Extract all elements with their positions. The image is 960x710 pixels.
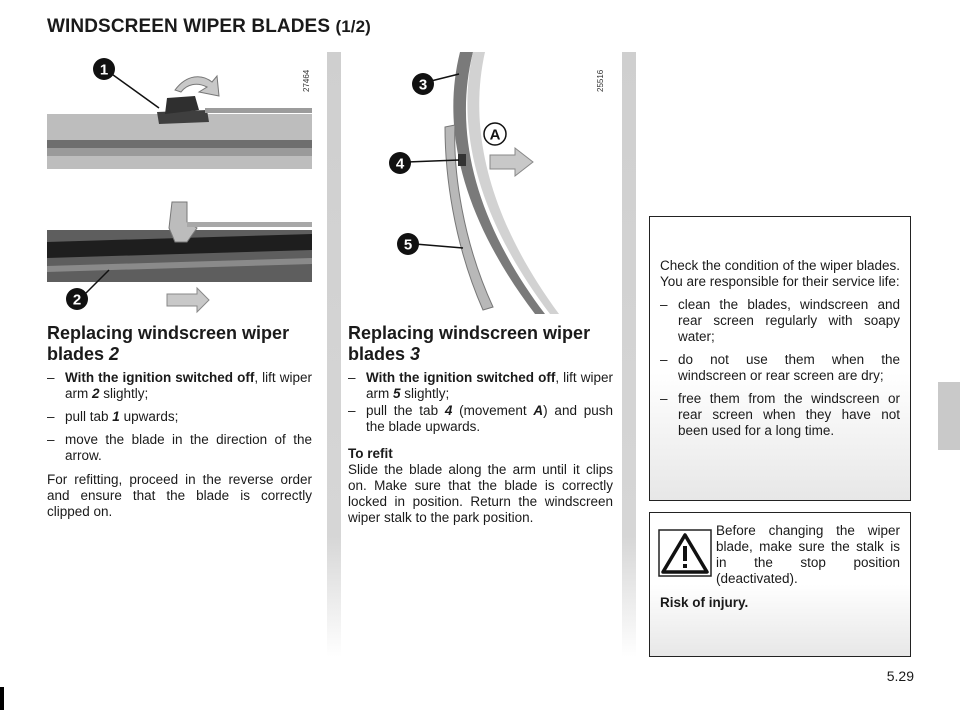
instructions-right: [348, 370, 613, 534]
page-title-text: WINDSCREEN WIPER BLADES: [47, 16, 331, 37]
blade-rubber-top: [47, 148, 312, 156]
blade-clip-top: [157, 110, 209, 124]
section-heading-left-ref: 2: [109, 344, 120, 364]
steps-list-right: [348, 370, 613, 435]
step-right-2-tail: ) and push the blade upwards.: [366, 403, 613, 434]
section-heading-right-text: Replacing windscreen wiper blades: [348, 323, 591, 364]
info-box-intro: Check the condition of the wiper blades. You are responsible for their service life:: [660, 258, 900, 289]
page-title-suffix: (1/2): [335, 17, 371, 36]
step-left-3-text: move the blade in the direction of the arrow.: [65, 432, 312, 463]
column-divider-right: [622, 52, 636, 657]
step-left-2-tail: upwards;: [119, 409, 179, 424]
info-box-item-2: – do not use them when the windscreen or rear screen are dry;: [660, 352, 900, 384]
callout-line-5: [415, 244, 463, 248]
step-left-1-tail: slightly;: [99, 386, 149, 401]
step-left-1: [47, 370, 312, 402]
figure-ref-code-right: 25516: [596, 69, 605, 92]
warning-triangle-icon: [658, 529, 712, 577]
callout-label-4: 4: [395, 155, 405, 173]
blade-frame-top: [47, 140, 312, 148]
step-right-1: [348, 370, 613, 402]
risk-text: Risk of injury.: [660, 595, 749, 610]
callout-line-1: [109, 72, 159, 108]
step-right-2-middle: (movement: [452, 403, 534, 418]
figure-wiper-blade-2: [47, 52, 312, 314]
step-right-2-ref2: A: [533, 403, 544, 418]
step-right-2: [348, 403, 613, 435]
info-box-item-3: – free them from the windscreen or rear screen when they have not been used for a long time.: [660, 391, 900, 439]
slide-arrow-icon: [167, 288, 209, 312]
section-heading-right: [348, 323, 616, 365]
callout-label-2: 2: [72, 291, 82, 309]
warning-text: Before changing the wiper blade, make sure the stalk is in the stop position (deactivated).: [716, 523, 900, 586]
callout-label-5: 5: [403, 236, 413, 254]
wiper-arm-top: [205, 108, 312, 113]
step-left-2-ref: 1: [112, 409, 120, 424]
tab-4-shape: [458, 154, 466, 166]
figure-wiper-blade-3: [345, 52, 610, 314]
step-right-1-ref: 5: [393, 386, 401, 401]
column-divider-left: [327, 52, 341, 657]
figure-ref-code-left: 27464: [302, 69, 311, 92]
section-tab-marker: [938, 382, 960, 450]
section-heading-right-ref: 3: [410, 344, 421, 364]
callout-label-3: 3: [418, 76, 428, 94]
step-right-2-text: pull the tab: [366, 403, 445, 418]
step-left-1-ref: 2: [92, 386, 100, 401]
step-left-2: [47, 409, 312, 425]
lift-arrow-icon: [175, 76, 219, 96]
figure-wiper-blade-3-drawing: [345, 52, 610, 314]
callout-label-1: 1: [99, 61, 109, 79]
warning-box: [649, 512, 911, 657]
info-box-item-1: – clean the blades, windscreen and rear screen regularly with soapy water;: [660, 297, 900, 345]
steps-list-left: [47, 370, 312, 464]
info-box-blade-care: [649, 216, 911, 501]
refit-heading-right: To refit: [348, 446, 393, 461]
section-heading-left-text: Replacing windscreen wiper blades: [47, 323, 290, 364]
step-left-3: [47, 432, 312, 464]
step-right-1-tail: slightly;: [400, 386, 450, 401]
step-left-2-text: pull tab: [65, 409, 113, 424]
step-right-1-text: , lift wiper arm: [366, 370, 613, 401]
page-number: 5.29: [886, 668, 914, 684]
page-title: [47, 16, 371, 38]
wiper-arm-bottom: [187, 222, 312, 227]
step-left-1-text: , lift wiper arm: [65, 370, 312, 401]
step-right-2-ref: 4: [444, 403, 453, 418]
info-box-list: [660, 297, 900, 439]
figure-wiper-blade-2-drawing: [47, 52, 312, 314]
step-left-1-em: With the ignition switched off: [65, 370, 255, 385]
movement-a-arrow-icon: [490, 148, 533, 176]
instructions-left: [47, 370, 312, 528]
refit-paragraph-right: Slide the blade along the arm until it clips on. Make sure that the blade is correctly locked in position. Return the windscreen wiper stalk to the park position.: [348, 462, 613, 525]
callout-label-a: A: [489, 126, 501, 144]
section-heading-left: [47, 323, 315, 365]
refit-paragraph-left: For refitting, proceed in the reverse order and ensure that the blade is correctly clipped on.: [47, 472, 312, 519]
step-right-1-em: With the ignition switched off: [366, 370, 556, 385]
corner-mark: [0, 687, 4, 710]
